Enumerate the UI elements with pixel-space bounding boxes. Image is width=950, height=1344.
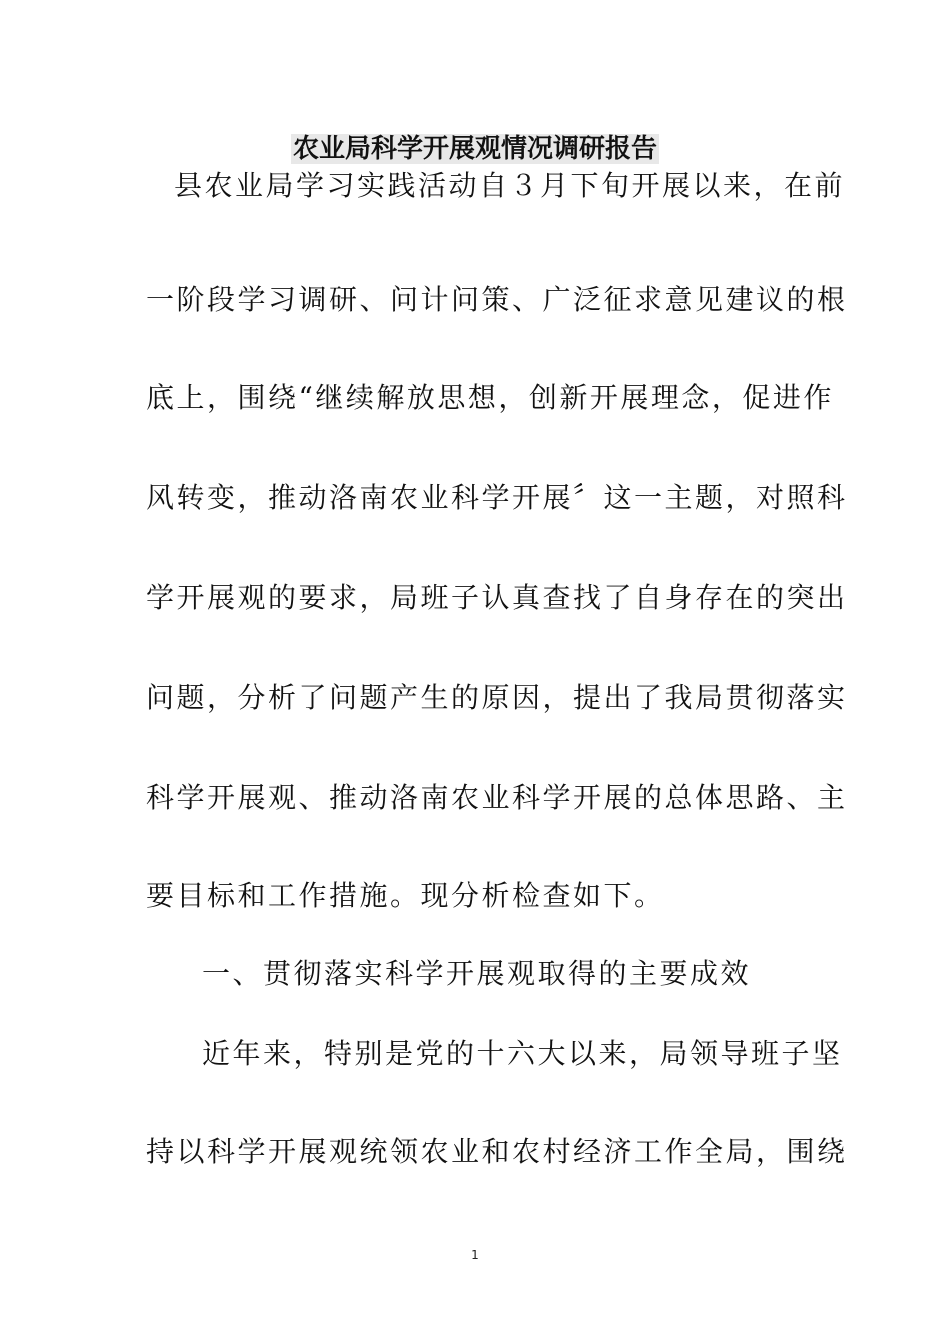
page-number: 1 bbox=[471, 1248, 479, 1262]
paragraph-1-line-8: 要目标和工作措施。现分析检查如下。 bbox=[146, 879, 665, 912]
document-title bbox=[0, 131, 950, 167]
paragraph-1-line-6: 问题，分析了问题产生的原因，提出了我局贯彻落实 bbox=[146, 681, 848, 714]
paragraph-1-line-3: 底上，围绕“继续解放思想，创新开展理念，促进作 bbox=[146, 381, 834, 414]
paragraph-1-line-7: 科学开展观、推动洛南农业科学开展的总体思路、主 bbox=[146, 781, 848, 814]
paragraph-2-line-1: 近年来，特别是党的十六大以来，局领导班子坚 bbox=[202, 1037, 843, 1070]
section-heading-1: 一、贯彻落实科学开展观取得的主要成效 bbox=[202, 957, 752, 990]
paragraph-1-line-1: 县农业局学习实践活动自３月下旬开展以来，在前 bbox=[174, 169, 846, 202]
document-title-text: 农业局科学开展观情况调研报告 bbox=[292, 134, 657, 164]
paragraph-2-line-2: 持以科学开展观统领农业和农村经济工作全局，围绕 bbox=[146, 1135, 848, 1168]
paragraph-1-line-4: 风转变，推动洛南农业科学开展〞这一主题，对照科 bbox=[146, 481, 848, 514]
paragraph-1-line-2: 一阶段学习调研、问计问策、广泛征求意见建议的根 bbox=[146, 283, 848, 316]
paragraph-1-line-5: 学开展观的要求，局班子认真查找了自身存在的突出 bbox=[146, 581, 848, 614]
